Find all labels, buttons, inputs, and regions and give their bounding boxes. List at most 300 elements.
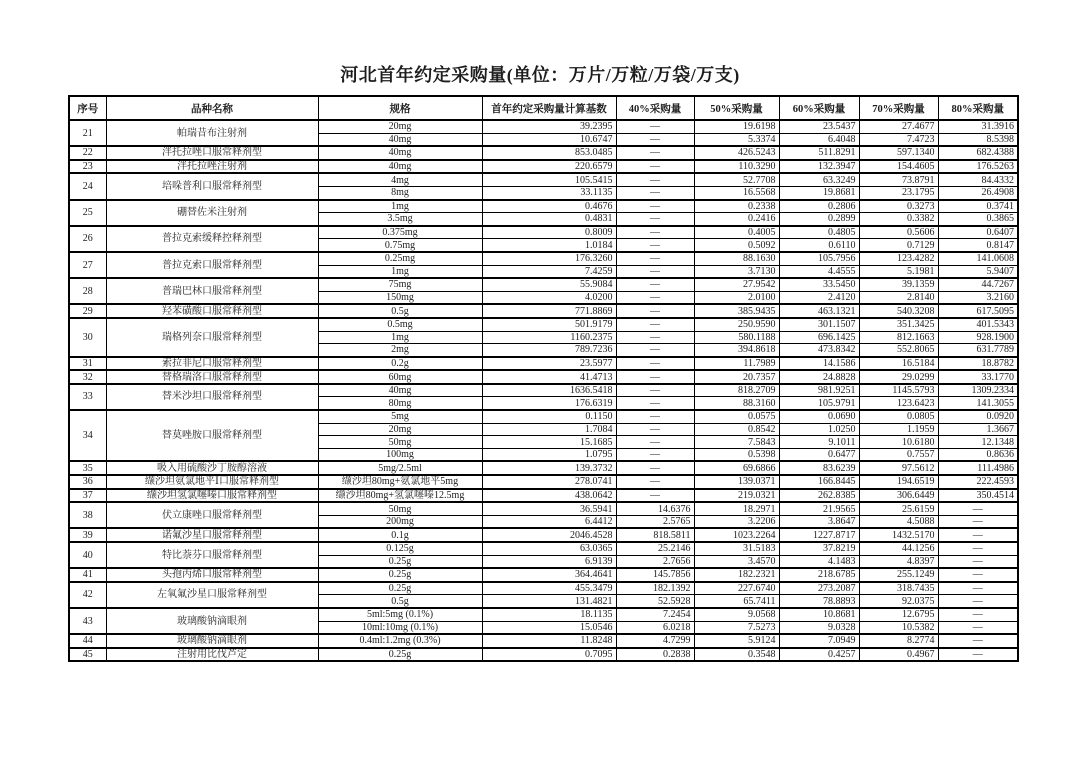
pct-40-cell: — <box>616 489 694 503</box>
spec-cell: 0.2g <box>318 357 482 371</box>
pct-80-cell: — <box>938 568 1018 582</box>
pct-70-cell: 10.6180 <box>859 436 938 449</box>
table-row <box>69 357 1018 371</box>
pct-80-cell: — <box>938 555 1018 568</box>
pct-80-cell: 84.4332 <box>938 173 1018 186</box>
base-cell: 11.8248 <box>482 634 616 648</box>
pct-50-cell: 0.8542 <box>694 423 779 436</box>
pct-70-cell: 8.2774 <box>859 634 938 648</box>
row-number-cell: 27 <box>69 252 106 278</box>
pct-80-cell: — <box>938 648 1018 662</box>
spec-cell: 50mg <box>318 502 482 515</box>
pct-50-cell: 385.9435 <box>694 304 779 318</box>
base-cell: 771.8869 <box>482 304 616 318</box>
pct-80-cell: 401.5343 <box>938 318 1018 331</box>
base-cell: 10.6747 <box>482 133 616 146</box>
pct-60-cell: 4.4555 <box>779 265 859 278</box>
pct-50-cell: 394.8618 <box>694 344 779 357</box>
row-number-cell: 25 <box>69 200 106 226</box>
table-row <box>69 502 1018 515</box>
row-number-cell: 33 <box>69 384 106 410</box>
pct-40-cell: — <box>616 278 694 291</box>
table-header-row <box>69 96 1018 120</box>
pct-60-cell: 166.8445 <box>779 475 859 489</box>
pct-50-cell: 0.5092 <box>694 239 779 252</box>
spec-cell: 缬沙坦80mg+氨氯地平5mg <box>318 475 482 489</box>
pct-70-cell: 812.1663 <box>859 331 938 344</box>
pct-70-cell: 318.7435 <box>859 582 938 595</box>
header-pct-50: 50%采购量 <box>694 96 779 120</box>
pct-40-cell: — <box>616 423 694 436</box>
spec-cell: 1mg <box>318 200 482 213</box>
pct-50-cell: 250.9590 <box>694 318 779 331</box>
base-cell: 55.9084 <box>482 278 616 291</box>
procurement-table <box>68 95 1019 662</box>
product-name-cell: 硼替佐米注射剂 <box>106 200 318 226</box>
spec-cell: 4mg <box>318 173 482 186</box>
pct-50-cell: 0.5398 <box>694 448 779 461</box>
pct-70-cell: 25.6159 <box>859 502 938 515</box>
pct-80-cell: — <box>938 582 1018 595</box>
product-name-cell: 伏立康唑口服常释剂型 <box>106 502 318 528</box>
pct-50-cell: 5.9124 <box>694 634 779 648</box>
pct-80-cell: 33.1770 <box>938 370 1018 384</box>
product-name-cell: 头孢丙烯口服常释剂型 <box>106 568 318 582</box>
pct-70-cell: 154.4605 <box>859 160 938 174</box>
base-cell: 438.0642 <box>482 489 616 503</box>
pct-70-cell: 540.3208 <box>859 304 938 318</box>
spec-cell: 0.25mg <box>318 252 482 265</box>
pct-80-cell: 141.3055 <box>938 397 1018 410</box>
spec-cell: 0.25g <box>318 648 482 662</box>
row-number-cell: 21 <box>69 120 106 146</box>
spec-cell: 3.5mg <box>318 213 482 226</box>
pct-70-cell: 552.8065 <box>859 344 938 357</box>
product-name-cell: 缬沙坦氢氯噻嗪口服常释剂型 <box>106 489 318 503</box>
row-number-cell: 32 <box>69 370 106 384</box>
row-number-cell: 22 <box>69 146 106 160</box>
pct-60-cell: 37.8219 <box>779 542 859 555</box>
product-name-cell: 缬沙坦氨氯地平Ⅰ口服常释剂型 <box>106 475 318 489</box>
pct-80-cell: — <box>938 595 1018 608</box>
product-name-cell: 帕瑞昔布注射剂 <box>106 120 318 146</box>
pct-60-cell: 19.8681 <box>779 186 859 199</box>
base-cell: 364.4641 <box>482 568 616 582</box>
pct-80-cell: 26.4908 <box>938 186 1018 199</box>
spec-cell: 40mg <box>318 133 482 146</box>
pct-80-cell: 1.3667 <box>938 423 1018 436</box>
pct-50-cell: 818.2709 <box>694 384 779 397</box>
pct-50-cell: 2.0100 <box>694 291 779 304</box>
pct-80-cell: 928.1900 <box>938 331 1018 344</box>
spec-cell: 0.125g <box>318 542 482 555</box>
pct-50-cell: 182.2321 <box>694 568 779 582</box>
pct-80-cell: — <box>938 528 1018 542</box>
product-name-cell: 替莫唑胺口服常释剂型 <box>106 410 318 461</box>
pct-70-cell: 4.5088 <box>859 515 938 528</box>
base-cell: 501.9179 <box>482 318 616 331</box>
pct-60-cell: 10.8681 <box>779 608 859 621</box>
table-row <box>69 278 1018 291</box>
product-name-cell: 普拉克索口服常释剂型 <box>106 252 318 278</box>
pct-40-cell: — <box>616 160 694 174</box>
pct-60-cell: 105.9791 <box>779 397 859 410</box>
row-number-cell: 35 <box>69 461 106 475</box>
spec-cell: 60mg <box>318 370 482 384</box>
pct-60-cell: 63.3249 <box>779 173 859 186</box>
pct-40-cell: — <box>616 384 694 397</box>
pct-80-cell: 0.3741 <box>938 200 1018 213</box>
product-name-cell: 泮托拉唑注射剂 <box>106 160 318 174</box>
base-cell: 2046.4528 <box>482 528 616 542</box>
spec-cell: 100mg <box>318 448 482 461</box>
pct-60-cell: 0.0690 <box>779 410 859 423</box>
spec-cell: 0.25g <box>318 582 482 595</box>
pct-70-cell: 1432.5170 <box>859 528 938 542</box>
pct-60-cell: 3.8647 <box>779 515 859 528</box>
pct-40-cell: — <box>616 146 694 160</box>
pct-80-cell: — <box>938 542 1018 555</box>
pct-80-cell: 44.7267 <box>938 278 1018 291</box>
pct-80-cell: — <box>938 502 1018 515</box>
base-cell: 15.0546 <box>482 621 616 634</box>
pct-70-cell: 0.3382 <box>859 213 938 226</box>
pct-80-cell: 18.8782 <box>938 357 1018 371</box>
pct-80-cell: 0.8147 <box>938 239 1018 252</box>
pct-70-cell: 1.1959 <box>859 423 938 436</box>
pct-50-cell: 1023.2264 <box>694 528 779 542</box>
pct-80-cell: 31.3916 <box>938 120 1018 133</box>
pct-60-cell: 218.6785 <box>779 568 859 582</box>
spec-cell: 40mg <box>318 146 482 160</box>
table-row <box>69 608 1018 621</box>
pct-80-cell: — <box>938 608 1018 621</box>
pct-60-cell: 0.6110 <box>779 239 859 252</box>
spec-cell: 0.375mg <box>318 226 482 239</box>
table-row <box>69 120 1018 133</box>
pct-60-cell: 301.1507 <box>779 318 859 331</box>
pct-70-cell: 1145.5793 <box>859 384 938 397</box>
pct-40-cell: 0.2838 <box>616 648 694 662</box>
pct-40-cell: — <box>616 186 694 199</box>
pct-50-cell: 3.2206 <box>694 515 779 528</box>
page-title: 河北首年约定采购量(单位：万片/万粒/万袋/万支) <box>340 65 740 85</box>
row-number-cell: 43 <box>69 608 106 634</box>
row-number-cell: 40 <box>69 542 106 568</box>
pct-70-cell: 0.5606 <box>859 226 938 239</box>
pct-40-cell: — <box>616 344 694 357</box>
table-row <box>69 173 1018 186</box>
pct-50-cell: 0.4005 <box>694 226 779 239</box>
pct-50-cell: 9.0568 <box>694 608 779 621</box>
pct-50-cell: 19.6198 <box>694 120 779 133</box>
row-number-cell: 45 <box>69 648 106 662</box>
base-cell: 33.1135 <box>482 186 616 199</box>
base-cell: 0.8009 <box>482 226 616 239</box>
pct-70-cell: 23.1795 <box>859 186 938 199</box>
pct-70-cell: 5.1981 <box>859 265 938 278</box>
table-body <box>69 120 1018 661</box>
pct-60-cell: 0.4805 <box>779 226 859 239</box>
base-cell: 176.6319 <box>482 397 616 410</box>
product-name-cell: 普瑞巴林口服常释剂型 <box>106 278 318 304</box>
product-name-cell: 羟苯磺酸口服常释剂型 <box>106 304 318 318</box>
pct-40-cell: — <box>616 318 694 331</box>
table-row <box>69 648 1018 662</box>
pct-40-cell: — <box>616 265 694 278</box>
row-number-cell: 31 <box>69 357 106 371</box>
spec-cell: 2mg <box>318 344 482 357</box>
pct-70-cell: 2.8140 <box>859 291 938 304</box>
pct-70-cell: 39.1359 <box>859 278 938 291</box>
pct-70-cell: 4.8397 <box>859 555 938 568</box>
table-row <box>69 370 1018 384</box>
pct-70-cell: 73.8791 <box>859 173 938 186</box>
pct-40-cell: — <box>616 173 694 186</box>
pct-70-cell: 597.1340 <box>859 146 938 160</box>
pct-60-cell: 7.0949 <box>779 634 859 648</box>
pct-80-cell: — <box>938 634 1018 648</box>
product-name-cell: 替米沙坦口服常释剂型 <box>106 384 318 410</box>
base-cell: 1.7084 <box>482 423 616 436</box>
pct-80-cell: 8.5398 <box>938 133 1018 146</box>
pct-50-cell: 219.0321 <box>694 489 779 503</box>
product-name-cell: 诺氟沙星口服常释剂型 <box>106 528 318 542</box>
row-number-cell: 30 <box>69 318 106 357</box>
table-row <box>69 226 1018 239</box>
product-name-cell: 普拉克索缓释控释剂型 <box>106 226 318 252</box>
spec-cell: 0.75mg <box>318 239 482 252</box>
pct-40-cell: 2.7656 <box>616 555 694 568</box>
pct-40-cell: — <box>616 304 694 318</box>
pct-50-cell: 52.7708 <box>694 173 779 186</box>
base-cell: 0.1150 <box>482 410 616 423</box>
pct-40-cell: 2.5765 <box>616 515 694 528</box>
pct-40-cell: 7.2454 <box>616 608 694 621</box>
product-name-cell: 玻璃酸钠滴眼剂 <box>106 634 318 648</box>
header-product-name: 品种名称 <box>106 96 318 120</box>
pct-70-cell: 97.5612 <box>859 461 938 475</box>
pct-50-cell: 3.4570 <box>694 555 779 568</box>
table-row <box>69 160 1018 174</box>
pct-70-cell: 16.5184 <box>859 357 938 371</box>
table-row <box>69 252 1018 265</box>
pct-70-cell: 92.0375 <box>859 595 938 608</box>
pct-50-cell: 20.7357 <box>694 370 779 384</box>
pct-40-cell: — <box>616 226 694 239</box>
pct-40-cell: — <box>616 133 694 146</box>
base-cell: 105.5415 <box>482 173 616 186</box>
pct-70-cell: 306.6449 <box>859 489 938 503</box>
base-cell: 1.0795 <box>482 448 616 461</box>
base-cell: 0.4831 <box>482 213 616 226</box>
pct-80-cell: 617.5095 <box>938 304 1018 318</box>
pct-60-cell: 83.6239 <box>779 461 859 475</box>
product-name-cell: 替格瑞洛口服常释剂型 <box>106 370 318 384</box>
pct-70-cell: 0.7557 <box>859 448 938 461</box>
table-row <box>69 489 1018 503</box>
pct-40-cell: 182.1392 <box>616 582 694 595</box>
pct-50-cell: 580.1188 <box>694 331 779 344</box>
pct-80-cell: 631.7789 <box>938 344 1018 357</box>
table-row <box>69 582 1018 595</box>
spec-cell: 40mg <box>318 384 482 397</box>
pct-70-cell: 123.6423 <box>859 397 938 410</box>
spec-cell: 1mg <box>318 331 482 344</box>
table-row <box>69 200 1018 213</box>
row-number-cell: 37 <box>69 489 106 503</box>
pct-40-cell: — <box>616 239 694 252</box>
base-cell: 220.6579 <box>482 160 616 174</box>
base-cell: 6.4412 <box>482 515 616 528</box>
row-number-cell: 41 <box>69 568 106 582</box>
pct-70-cell: 194.6519 <box>859 475 938 489</box>
pct-70-cell: 0.3273 <box>859 200 938 213</box>
product-name-cell: 泮托拉唑口服常释剂型 <box>106 146 318 160</box>
pct-60-cell: 0.4257 <box>779 648 859 662</box>
pct-80-cell: 141.0608 <box>938 252 1018 265</box>
header-pct-80: 80%采购量 <box>938 96 1018 120</box>
base-cell: 1160.2375 <box>482 331 616 344</box>
base-cell: 1.0184 <box>482 239 616 252</box>
pct-60-cell: 33.5450 <box>779 278 859 291</box>
row-number-cell: 34 <box>69 410 106 461</box>
pct-60-cell: 21.9565 <box>779 502 859 515</box>
spec-cell: 0.1g <box>318 528 482 542</box>
pct-60-cell: 0.2806 <box>779 200 859 213</box>
spec-cell: 200mg <box>318 515 482 528</box>
pct-80-cell: 0.6407 <box>938 226 1018 239</box>
table-row <box>69 410 1018 423</box>
pct-80-cell: 0.3865 <box>938 213 1018 226</box>
pct-40-cell: 818.5811 <box>616 528 694 542</box>
pct-80-cell: 5.9407 <box>938 265 1018 278</box>
table-row <box>69 384 1018 397</box>
pct-80-cell: 0.0920 <box>938 410 1018 423</box>
pct-40-cell: 145.7856 <box>616 568 694 582</box>
pct-50-cell: 11.7989 <box>694 357 779 371</box>
pct-70-cell: 0.0805 <box>859 410 938 423</box>
table-row <box>69 146 1018 160</box>
table-row <box>69 475 1018 489</box>
pct-80-cell: 0.8636 <box>938 448 1018 461</box>
pct-70-cell: 255.1249 <box>859 568 938 582</box>
pct-70-cell: 44.1256 <box>859 542 938 555</box>
spec-cell: 50mg <box>318 436 482 449</box>
pct-80-cell: 111.4986 <box>938 461 1018 475</box>
row-number-cell: 42 <box>69 582 106 608</box>
base-cell: 6.9139 <box>482 555 616 568</box>
pct-70-cell: 29.0299 <box>859 370 938 384</box>
pct-40-cell: — <box>616 213 694 226</box>
base-cell: 39.2395 <box>482 120 616 133</box>
pct-60-cell: 23.5437 <box>779 120 859 133</box>
row-number-cell: 39 <box>69 528 106 542</box>
pct-80-cell: — <box>938 621 1018 634</box>
pct-60-cell: 9.0328 <box>779 621 859 634</box>
row-number-cell: 28 <box>69 278 106 304</box>
pct-40-cell: — <box>616 291 694 304</box>
pct-60-cell: 1.0250 <box>779 423 859 436</box>
pct-60-cell: 1227.8717 <box>779 528 859 542</box>
spec-cell: 1mg <box>318 265 482 278</box>
header-spec: 规格 <box>318 96 482 120</box>
pct-40-cell: — <box>616 448 694 461</box>
base-cell: 4.0200 <box>482 291 616 304</box>
pct-50-cell: 16.5568 <box>694 186 779 199</box>
pct-40-cell: 14.6376 <box>616 502 694 515</box>
spec-cell: 20mg <box>318 423 482 436</box>
pct-50-cell: 139.0371 <box>694 475 779 489</box>
pct-70-cell: 0.4967 <box>859 648 938 662</box>
pct-60-cell: 132.3947 <box>779 160 859 174</box>
spec-cell: 0.5g <box>318 595 482 608</box>
pct-80-cell: 1309.2334 <box>938 384 1018 397</box>
pct-60-cell: 78.8893 <box>779 595 859 608</box>
pct-40-cell: — <box>616 461 694 475</box>
product-name-cell: 注射用比伐芦定 <box>106 648 318 662</box>
pct-50-cell: 0.3548 <box>694 648 779 662</box>
spec-cell: 20mg <box>318 120 482 133</box>
pct-40-cell: — <box>616 357 694 371</box>
pct-50-cell: 227.6740 <box>694 582 779 595</box>
spec-cell: 40mg <box>318 160 482 174</box>
pct-60-cell: 262.8385 <box>779 489 859 503</box>
pct-70-cell: 7.4723 <box>859 133 938 146</box>
pct-50-cell: 110.3290 <box>694 160 779 174</box>
pct-60-cell: 511.8291 <box>779 146 859 160</box>
pct-40-cell: 4.7299 <box>616 634 694 648</box>
base-cell: 23.5977 <box>482 357 616 371</box>
header-pct-60: 60%采购量 <box>779 96 859 120</box>
pct-50-cell: 0.0575 <box>694 410 779 423</box>
pct-40-cell: 6.0218 <box>616 621 694 634</box>
product-name-cell: 左氧氟沙星口服常释剂型 <box>106 582 318 608</box>
pct-40-cell: — <box>616 120 694 133</box>
base-cell: 278.0741 <box>482 475 616 489</box>
spec-cell: 80mg <box>318 397 482 410</box>
pct-60-cell: 14.1586 <box>779 357 859 371</box>
base-cell: 131.4821 <box>482 595 616 608</box>
base-cell: 15.1685 <box>482 436 616 449</box>
pct-40-cell: — <box>616 331 694 344</box>
table-row <box>69 634 1018 648</box>
pct-50-cell: 31.5183 <box>694 542 779 555</box>
pct-70-cell: 27.4677 <box>859 120 938 133</box>
pct-50-cell: 3.7130 <box>694 265 779 278</box>
pct-60-cell: 273.2087 <box>779 582 859 595</box>
pct-80-cell: 12.1348 <box>938 436 1018 449</box>
spec-cell: 8mg <box>318 186 482 199</box>
header-pct-40: 40%采购量 <box>616 96 694 120</box>
base-cell: 0.7095 <box>482 648 616 662</box>
table-row <box>69 461 1018 475</box>
product-name-cell: 索拉非尼口服常释剂型 <box>106 357 318 371</box>
pct-40-cell: 52.5928 <box>616 595 694 608</box>
spec-cell: 0.25g <box>318 555 482 568</box>
pct-40-cell: — <box>616 200 694 213</box>
pct-80-cell: 3.2160 <box>938 291 1018 304</box>
pct-60-cell: 473.8342 <box>779 344 859 357</box>
base-cell: 176.3260 <box>482 252 616 265</box>
pct-50-cell: 7.5273 <box>694 621 779 634</box>
pct-70-cell: 351.3425 <box>859 318 938 331</box>
row-number-cell: 26 <box>69 226 106 252</box>
base-cell: 139.3732 <box>482 461 616 475</box>
spec-cell: 5mg <box>318 410 482 423</box>
pct-40-cell: — <box>616 475 694 489</box>
pct-80-cell: 682.4388 <box>938 146 1018 160</box>
